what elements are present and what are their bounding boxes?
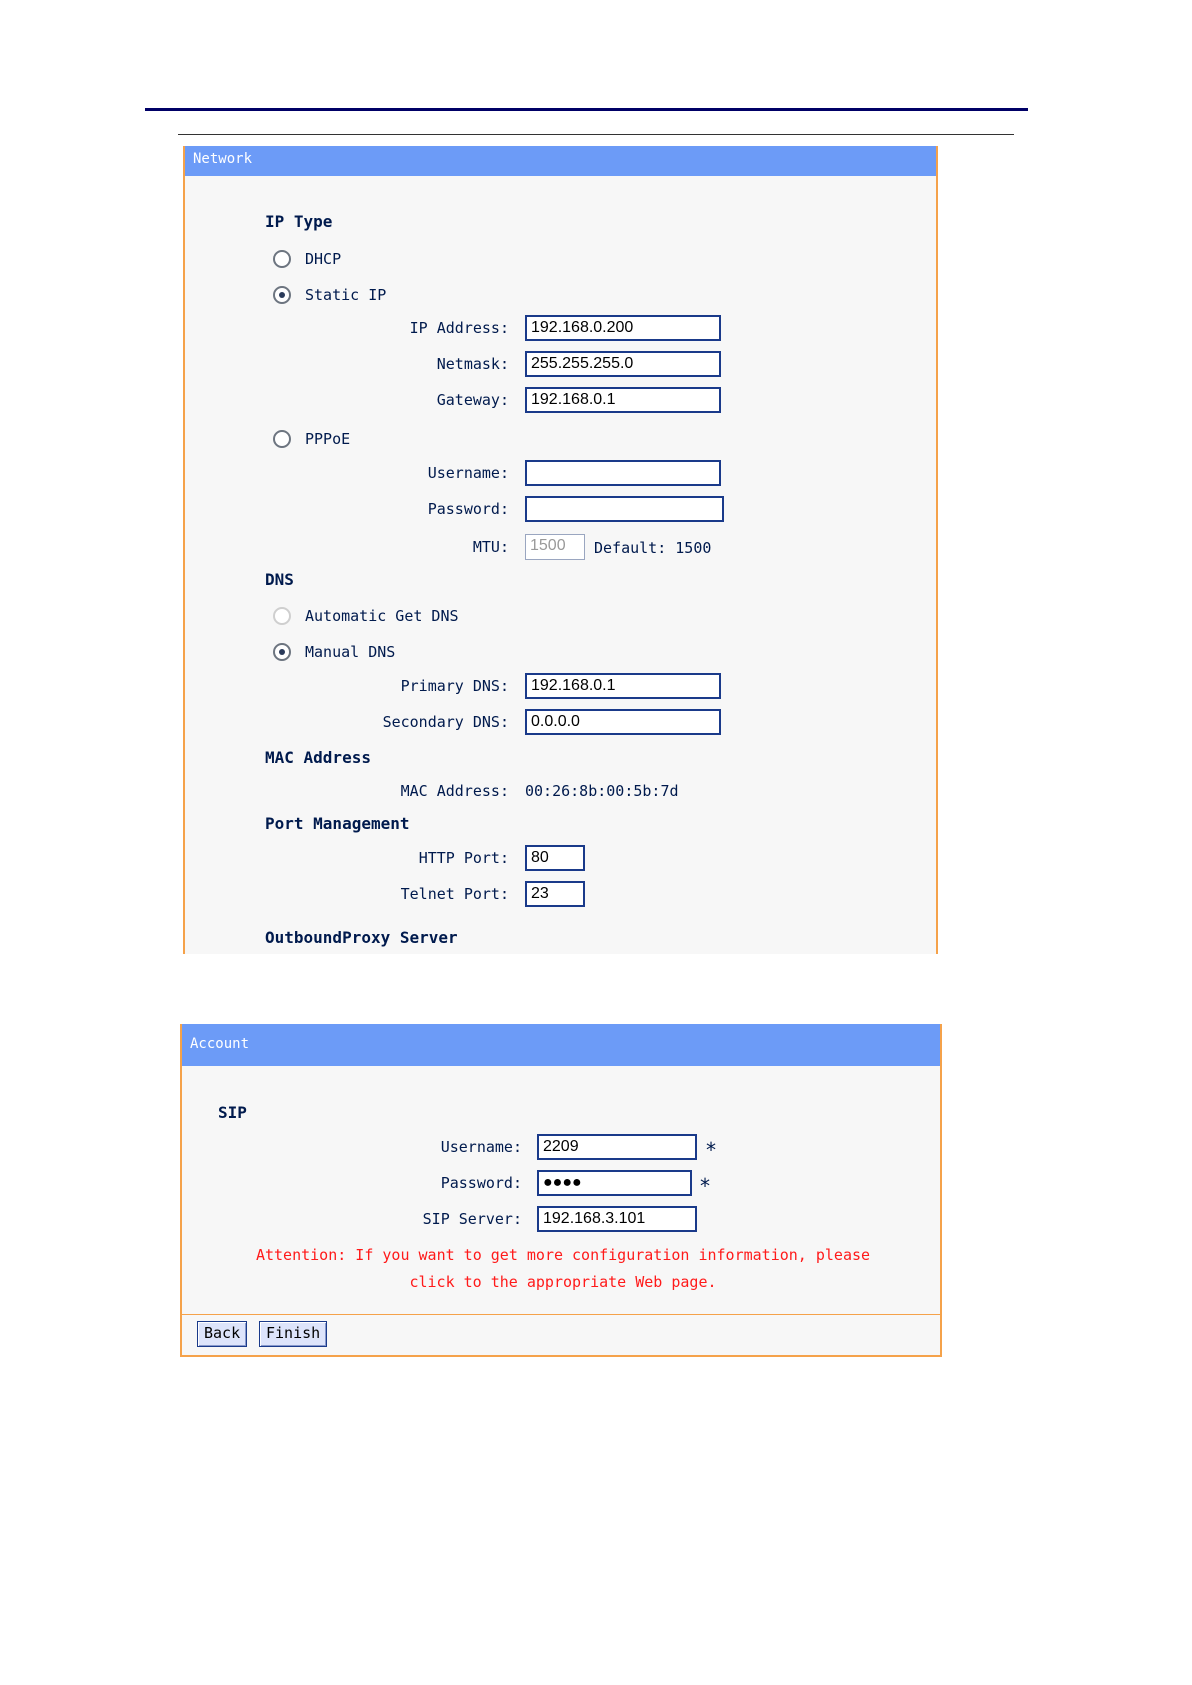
back-button[interactable]: Back: [197, 1321, 247, 1347]
network-panel: [183, 146, 938, 954]
static-ip-label: Static IP: [305, 286, 387, 304]
auto-dns-radio[interactable]: [273, 607, 291, 625]
pppoe-username-label: Username:: [427, 464, 509, 482]
mac-address-value: 00:26:8b:00:5b:7d: [525, 782, 679, 800]
mtu-input[interactable]: 1500: [525, 534, 585, 560]
sip-password-input[interactable]: ●●●●: [537, 1170, 692, 1196]
sip-username-input[interactable]: 2209: [537, 1134, 697, 1160]
primary-dns-label: Primary DNS:: [400, 677, 509, 695]
telnet-port-label: Telnet Port:: [400, 885, 509, 903]
top-rule: [145, 108, 1028, 111]
dns-heading: DNS: [265, 570, 294, 589]
account-panel-title: Account: [182, 1024, 940, 1066]
finish-button[interactable]: Finish: [259, 1321, 327, 1347]
attention-line-1: Attention: If you want to get more configuration information, please: [255, 1246, 871, 1264]
sip-server-input[interactable]: 192.168.3.101: [537, 1206, 697, 1232]
mtu-default-text: Default: 1500: [594, 539, 712, 557]
outbound-proxy-heading: OutboundProxy Server: [265, 928, 458, 947]
secondary-dns-input[interactable]: 0.0.0.0: [525, 709, 721, 735]
manual-dns-radio[interactable]: [273, 643, 291, 661]
sip-server-label: SIP Server:: [422, 1210, 522, 1228]
manual-dns-label: Manual DNS: [305, 643, 396, 661]
ip-address-label: IP Address:: [409, 319, 509, 337]
pppoe-label: PPPoE: [305, 430, 351, 448]
attention-line-2[interactable]: click to the appropriate Web page.: [409, 1273, 717, 1291]
top-rule-thin: [178, 134, 1014, 135]
pppoe-radio[interactable]: [273, 430, 291, 448]
auto-dns-label: Automatic Get DNS: [305, 607, 459, 625]
gateway-label: Gateway:: [436, 391, 509, 409]
dhcp-label: DHCP: [305, 250, 342, 268]
telnet-port-input[interactable]: 23: [525, 881, 585, 907]
dhcp-radio[interactable]: [273, 250, 291, 268]
ip-address-input[interactable]: 192.168.0.200: [525, 315, 721, 341]
ip-type-heading: IP Type: [265, 212, 333, 231]
http-port-input[interactable]: 80: [525, 845, 585, 871]
network-panel-title: Network: [185, 146, 936, 176]
mac-address-label: MAC Address:: [400, 782, 509, 800]
port-management-heading: Port Management: [265, 814, 410, 833]
gateway-input[interactable]: 192.168.0.1: [525, 387, 721, 413]
sip-password-required: *: [699, 1174, 712, 1198]
footer-divider: [182, 1314, 940, 1315]
secondary-dns-label: Secondary DNS:: [382, 713, 509, 731]
primary-dns-input[interactable]: 192.168.0.1: [525, 673, 721, 699]
sip-password-label: Password:: [440, 1174, 522, 1192]
netmask-label: Netmask:: [436, 355, 509, 373]
http-port-label: HTTP Port:: [418, 849, 509, 867]
account-panel: [180, 1024, 942, 1357]
static-ip-radio[interactable]: [273, 286, 291, 304]
pppoe-password-label: Password:: [427, 500, 509, 518]
sip-username-label: Username:: [440, 1138, 522, 1156]
pppoe-password-input[interactable]: [525, 496, 724, 522]
mtu-label: MTU:: [472, 538, 509, 556]
sip-username-required: *: [705, 1138, 718, 1162]
sip-heading: SIP: [218, 1103, 247, 1122]
pppoe-username-input[interactable]: [525, 460, 721, 486]
mac-heading: MAC Address: [265, 748, 371, 767]
netmask-input[interactable]: 255.255.255.0: [525, 351, 721, 377]
